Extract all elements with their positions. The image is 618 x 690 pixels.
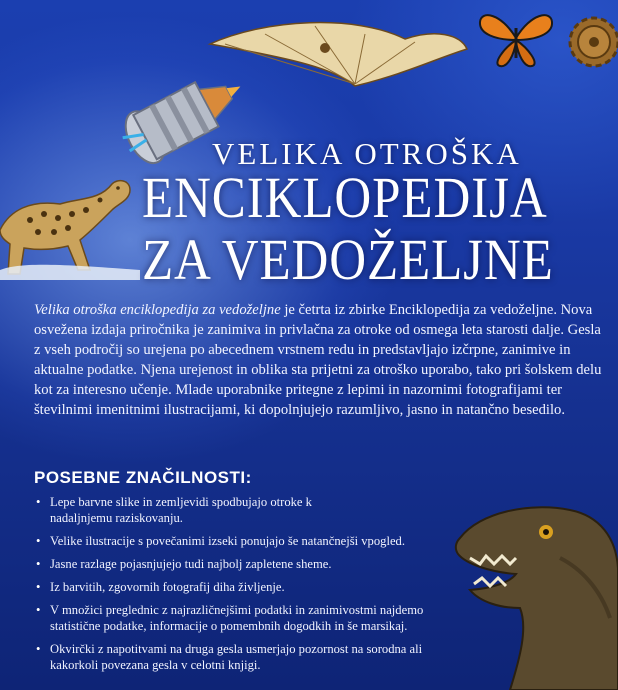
feature-item: • Jasne razlage pojasnjujejo tudi najbolj zapletene sheme. [36,556,460,572]
leopard-illustration [0,170,140,280]
gear-illustration [566,14,618,70]
feature-item: • Iz barvitih, zgovornih fotografij diha življenje. [36,579,460,595]
feature-item: • Velike ilustracije s povečanimi izseki ponujajo še natančnejši vpogled. [36,533,460,549]
feature-item: • Okvirčki z napotitvami na druga gesla usmerjajo pozornost na sorodna ali kakorkoli povezana gesla v celotni knjigi. [36,641,450,673]
intro-text: je četrta iz zbirke Enciklopedija za vedoželjne. Nova osvežena izdaja priročnika je zanimiva in privlačna za otroke od osmega leta starosti dalje. Gesla z vseh področij so urejena po abecednem vrstnem redu in predstavljajo izčrpne, zanimive in aktualne podatke. Njena urejenost in oblika sta prijetni za otroško uporabo, tako pri šolskem delu kot za interesno učenje. Mlade uporabnike pritegne z lepimi in nazornimi fotografijami ter številnimi imenitnimi ilustracijami, ki dopolnjujejo razumljivo, jasno in natančno besedilo. [34,302,602,418]
title-line-1: VELIKA OTROŠKA [212,136,522,171]
intro-italic-title: Velika otroška enciklopedija za vedoželjne [34,302,281,318]
title-line-2: ENCIKLOPEDIJA [142,165,548,230]
title-line-3: ZA VEDOŽELJNE [142,227,554,292]
butterfly-illustration [476,8,556,70]
features-list [36,494,456,680]
feature-item: • Lepe barvne slike in zemljevidi spodbujajo otroke k nadaljnjemu raziskovanju. [36,494,312,526]
intro-paragraph [34,300,606,420]
dinosaur-illustration [450,498,618,690]
features-heading: POSEBNE ZNAČILNOSTI: [34,468,252,487]
feature-item: • V množici preglednic z najrazličnejšimi podatki in zanimivostmi najdemo statistične podatke, informacije o pomembnih dogodkih in še marsikaj. [36,602,450,634]
